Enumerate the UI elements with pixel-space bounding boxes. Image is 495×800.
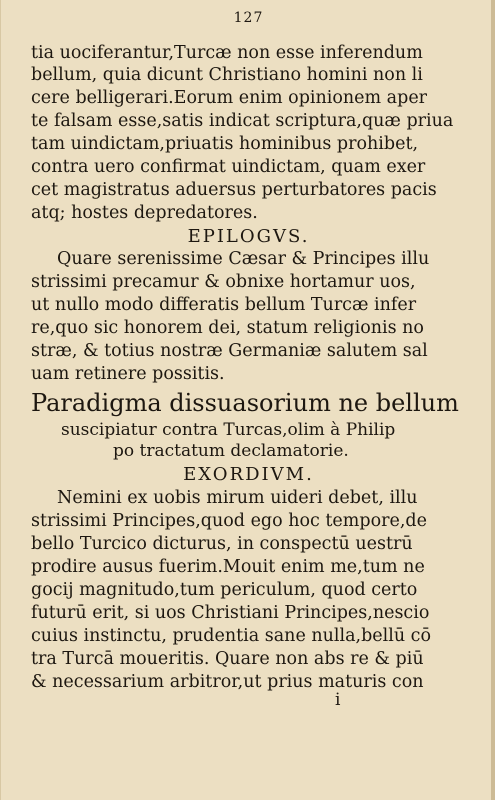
text-line: & necessarium arbitror,ut prius maturis con xyxy=(31,672,424,692)
section-heading-epilogus: EPILOGVS. xyxy=(187,226,310,247)
text-line: gocij magnitudo,tum periculum, quod certo xyxy=(31,580,418,600)
page-number: 127 xyxy=(233,10,264,26)
text-line: strissimi Principes,quod ego hoc tempore,de xyxy=(31,511,427,531)
text-line: re,quo sic honorem dei, statum religionis no xyxy=(31,318,424,338)
text-line: cet magistratus aduersus perturbatores pacis xyxy=(31,180,437,200)
text-line: cere belligerari.Eorum enim opinionem aper xyxy=(31,88,428,108)
text-line: strissimi precamur & obnixe hortamur uos, xyxy=(31,272,416,292)
text-line: futurū erit, si uos Christiani Principes,nescio xyxy=(31,603,430,623)
text-line: cuius instinctu, prudentia sane nulla,bellū cō xyxy=(31,626,432,646)
text-line: Quare serenissime Cæsar & Principes illu xyxy=(57,249,430,269)
text-line: bello Turcico dicturus, in conspectū uestrū xyxy=(31,534,413,554)
text-line: ut nullo modo differatis bellum Turcæ infer xyxy=(31,295,417,315)
text-line: tam uindictam,priuatis hominibus prohibet, xyxy=(31,134,419,154)
text-line: te falsam esse,satis indicat scriptura,quæ priua xyxy=(31,111,454,131)
text-line: contra uero confirmat uindictam, quam exer xyxy=(31,157,426,177)
text-line: bellum, quia dicunt Christiano homini non li xyxy=(31,65,423,85)
text-line: prodire ausus fuerim.Mouit enim me,tum ne xyxy=(31,557,425,577)
text-line: uam retinere possitis. xyxy=(31,364,225,384)
text-line: Nemini ex uobis mirum uideri debet, illu xyxy=(57,488,418,508)
signature-mark: i xyxy=(335,690,341,710)
treatise-subtitle-line: po tractatum declamatorie. xyxy=(113,441,349,461)
treatise-subtitle-line: suscipiatur contra Turcas,olim à Philip xyxy=(61,420,396,440)
text-line: atq; hostes depredatores. xyxy=(31,203,258,223)
text-line: stræ, & totius nostræ Germaniæ salutem sal xyxy=(31,341,428,361)
text-line: tia uociferantur,Turcæ non esse inferendum xyxy=(31,43,423,63)
text-line: tra Turcā moueritis. Quare non abs re & piū xyxy=(31,649,424,669)
section-heading-exordium: EXORDIVM. xyxy=(183,464,314,485)
treatise-title: Paradigma dissuasorium ne bellum xyxy=(31,389,459,417)
